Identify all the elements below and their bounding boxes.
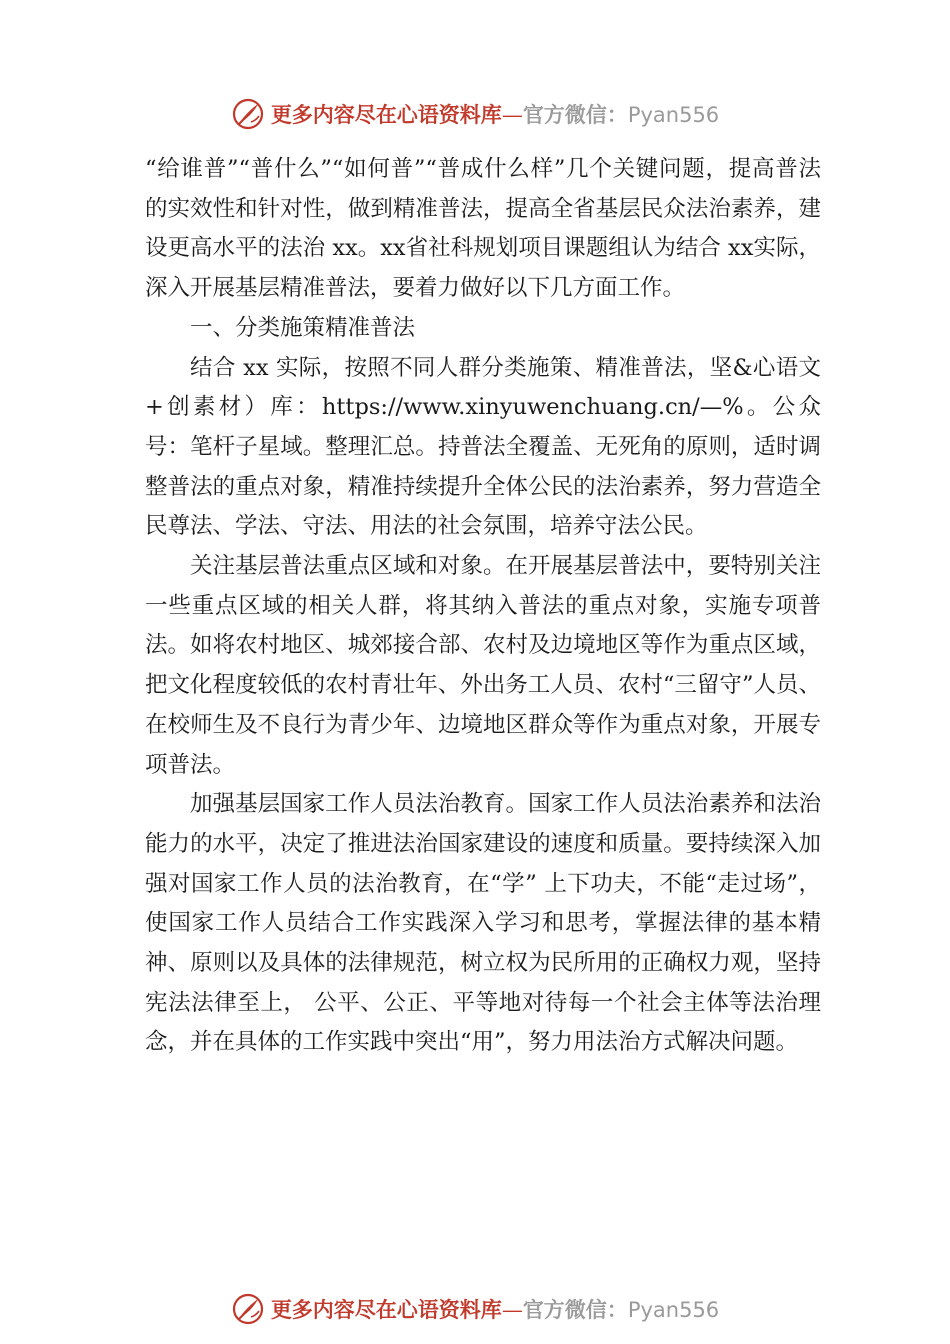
header-dash: — [501, 103, 523, 127]
header-wechat-id: Pyan556 [627, 103, 720, 127]
quill-logo-icon [231, 97, 265, 131]
paragraph-classified-policy: 结合 xx 实际，按照不同人群分类施策、精准普法，坚&心语文+创素材）库：https://www.xinyuwenchuang.cn/—%。公众号：笔杆子星域。整理汇总。持普法全覆盖、无死角的原则，适时调整普法的重点对象，精准持续提升全体公民的法治素养，努力营造全民尊法、学法、守法、用法的社会氛围，培养守法公民。 [145, 354, 821, 540]
section-heading: 一、分类施策精准普法 [190, 314, 416, 341]
header-banner-text [271, 99, 719, 129]
paragraph-staff-education: 加强基层国家工作人员法治教育。国家工作人员法治素养和法治能力的水平，决定了推进法治国家建设的速度和质量。要持续深入加强对国家工作人员的法治教育，在“学” 上下功夫，不能“走过场”，使国家工作人员结合工作实践深入学习和思考，掌握法律的基本精神、原则以及具体的法律规范，树立权为民所用的正确权力观，坚持宪法法律至上， 公平、公正、平等地对待每一个社会主体等法治理念，并在具体的工作实践中突出“用”，努力用法治方式解决问题。 [145, 791, 821, 1056]
header-wechat-label: 官方微信： [522, 102, 628, 127]
paragraph-key-regions: 关注基层普法重点区域和对象。在开展基层普法中，要特别关注一些重点区域的相关人群，将其纳入普法的重点对象，实施专项普法。如将农村地区、城郊接合部、农村及边境地区等作为重点区域，把文化程度较低的农村青壮年、外出务工人员、农村“三留守”人员、在校师生及不良行为青少年、边境地区群众等作为重点对象，开展专项普法。 [145, 553, 821, 778]
footer-site-name: 更多内容尽在心语资料库 [270, 1297, 502, 1322]
paragraph-intro: “给谁普”“普什么”“如何普”“普成什么样”几个关键问题，提高普法的实效性和针对性，做到精准普法，提高全省基层民众法治素养，建设更高水平的法治 xx。xx省社科规划项目课题组认为结合 xx实际，深入开展基层精准普法，要着力做好以下几方面工作。 [145, 156, 821, 302]
header-site-name: 更多内容尽在心语资料库 [270, 102, 502, 127]
document-body [145, 150, 821, 1063]
footer-banner [0, 1289, 950, 1329]
quill-logo-icon [231, 1292, 265, 1326]
header-banner [0, 94, 950, 134]
footer-wechat-label: 官方微信： [522, 1297, 628, 1322]
footer-dash: — [501, 1298, 523, 1322]
footer-banner-text [271, 1294, 719, 1324]
footer-wechat-id: Pyan556 [627, 1298, 720, 1322]
